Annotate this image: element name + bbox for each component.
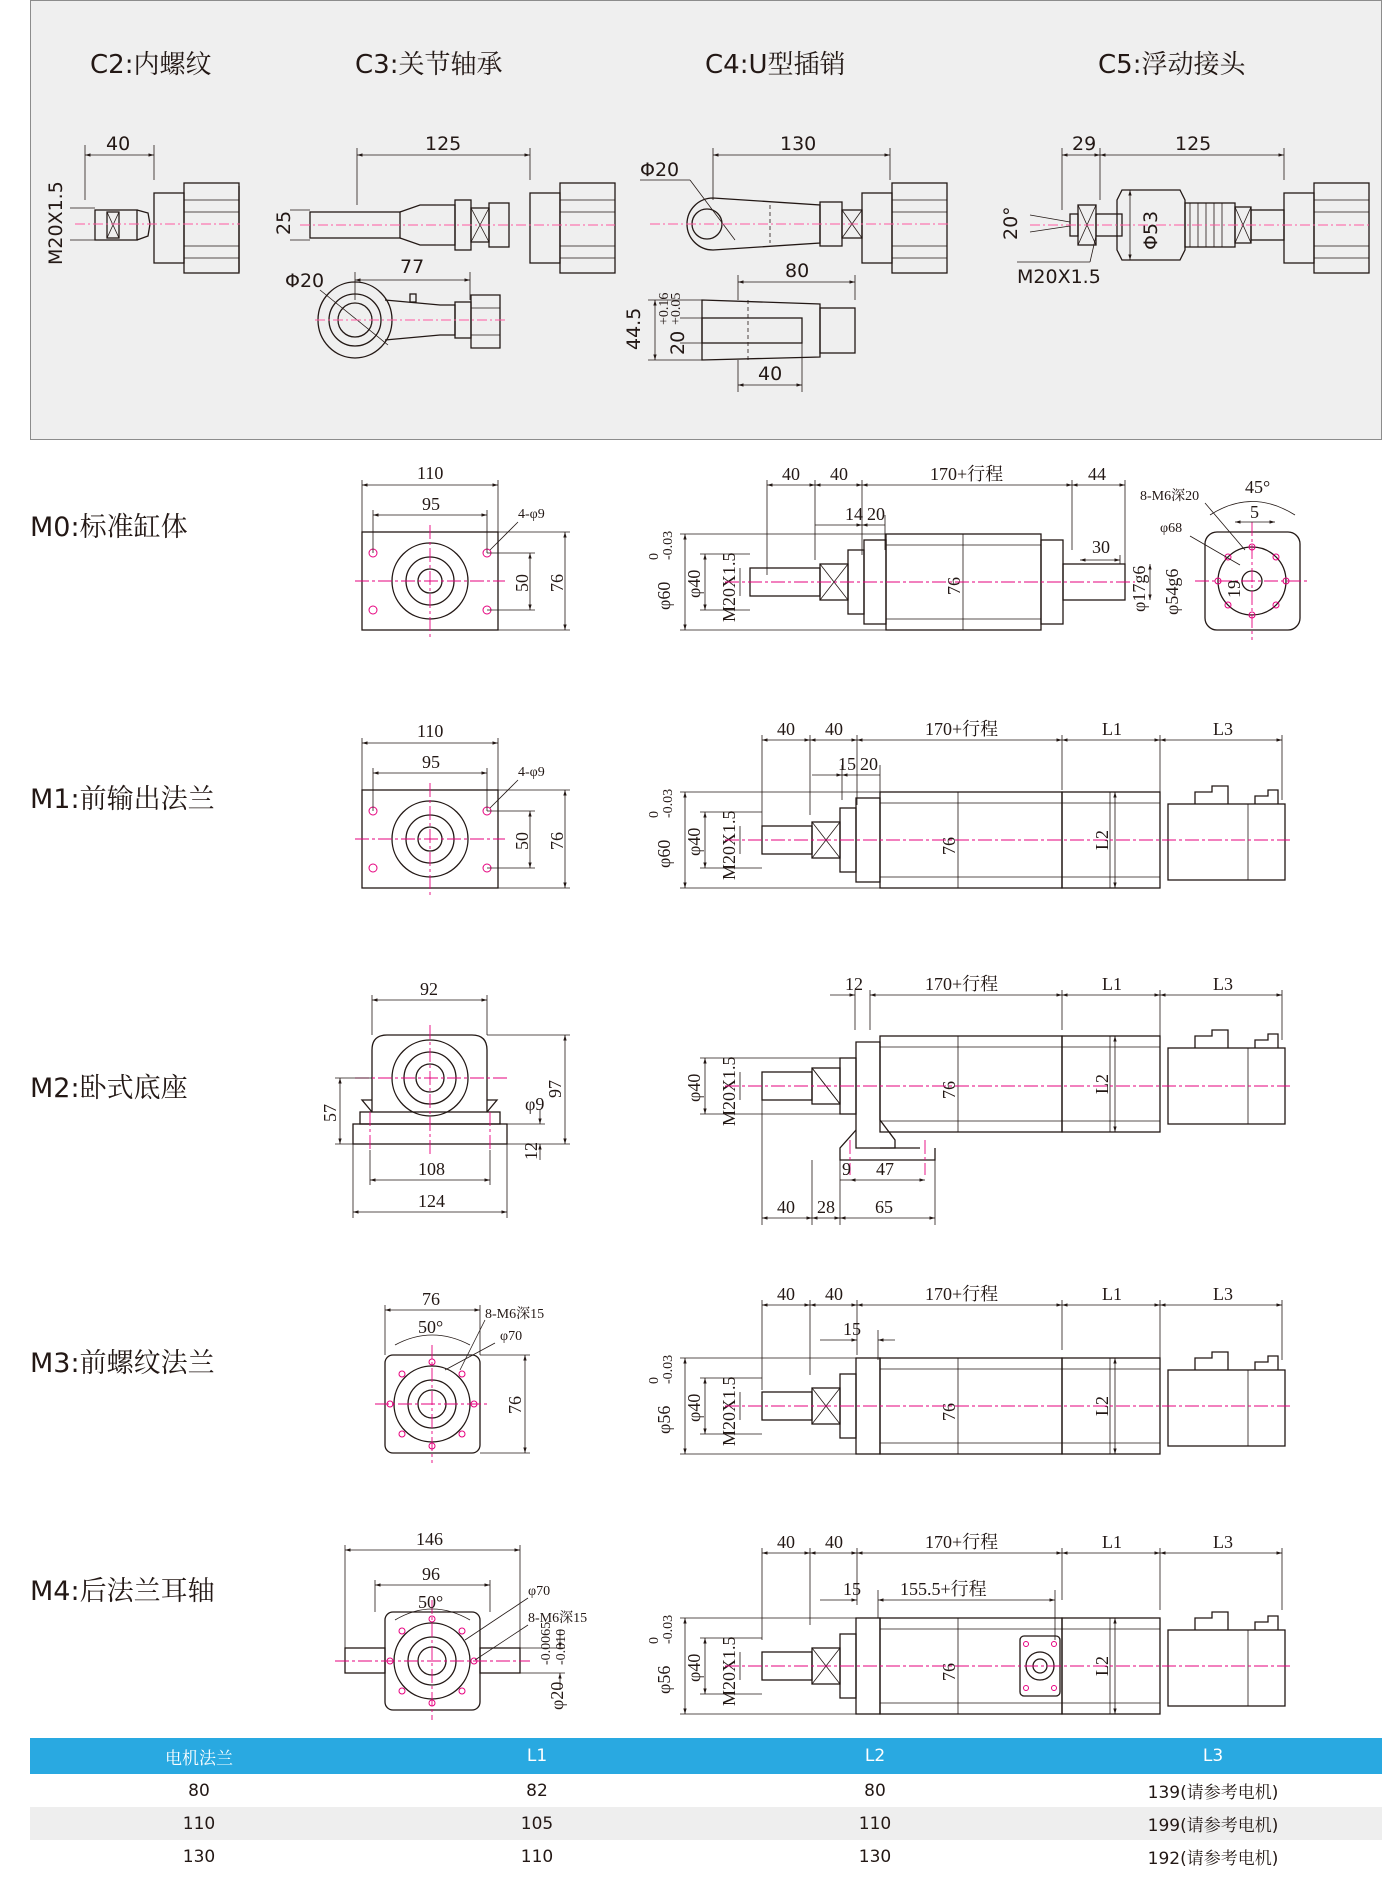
table-header-cell: 电机法兰 bbox=[30, 1738, 368, 1774]
c3-shank-dim: 25 bbox=[273, 210, 295, 235]
c5-angle-dim: 20° bbox=[1000, 206, 1022, 240]
m3-dim-d2: 40 bbox=[825, 1284, 843, 1304]
c3-drawing bbox=[273, 50, 615, 358]
m3-side-tap: 8-M6深15 bbox=[485, 1307, 545, 1322]
m2-dim-dia-rod: φ40 bbox=[684, 1073, 704, 1102]
m2-side-top-width: 92 bbox=[420, 979, 438, 999]
m1-dim-d2: 40 bbox=[825, 719, 843, 739]
m0-dim-body: 76 bbox=[944, 577, 964, 595]
table-cell: 130 bbox=[182, 1846, 216, 1867]
c3-title: C3:关节轴承 bbox=[355, 50, 503, 80]
m4-dim-d1: 40 bbox=[777, 1532, 795, 1552]
m0-dim-d2: 40 bbox=[830, 464, 848, 484]
m2-dim-l2: L2 bbox=[1092, 1074, 1112, 1094]
c4-width-dim: 44.5 bbox=[623, 307, 645, 350]
m2-dim-f3: 65 bbox=[875, 1197, 893, 1217]
m3-side-height: 76 bbox=[505, 1396, 525, 1414]
m4-dim-body: 76 bbox=[939, 1663, 959, 1681]
m2-side-base-width: 124 bbox=[418, 1191, 445, 1211]
m4-dim-l1: L1 bbox=[1102, 1532, 1122, 1552]
table-cell: 139(请参考电机) bbox=[1147, 1783, 1279, 1803]
c3-bore-dim: Φ20 bbox=[285, 270, 325, 292]
m2-dim-b2: 47 bbox=[876, 1159, 894, 1179]
table-cell: 192(请参考电机) bbox=[1147, 1849, 1279, 1869]
c4-slot-depth-dim: 40 bbox=[758, 363, 783, 385]
m1-dim-d4: 20 bbox=[860, 754, 878, 774]
c3-length-dim: 125 bbox=[425, 133, 462, 155]
c5-nut-dim: 29 bbox=[1072, 133, 1097, 155]
m2-dim-body: 76 bbox=[939, 1081, 959, 1099]
c4-drawing bbox=[623, 50, 950, 392]
m0-dim-shaft: 30 bbox=[1092, 537, 1110, 557]
m1-dim-l1: L1 bbox=[1102, 719, 1122, 739]
m1-drawing bbox=[30, 719, 1290, 895]
m4-drawing bbox=[30, 1529, 1290, 1720]
m0-side-inner-height: 50 bbox=[512, 574, 532, 592]
m4-side-width: 96 bbox=[422, 1564, 440, 1584]
table-cell: 199(请参考电机) bbox=[1044, 1807, 1382, 1840]
m0-dim-stroke: 170+行程 bbox=[930, 464, 1004, 484]
table-cell: 80 bbox=[864, 1780, 886, 1801]
m1-side-holes: 4-φ9 bbox=[518, 765, 545, 780]
m0-dim-d1: 40 bbox=[782, 464, 800, 484]
m4-side-pin: φ20 bbox=[547, 1681, 567, 1710]
m0-dim-dia-body: φ60 bbox=[654, 581, 674, 610]
m2-drawing bbox=[30, 974, 1290, 1225]
m0-end-pcd: φ68 bbox=[1160, 521, 1183, 536]
m3-label: M3:前螺纹法兰 bbox=[30, 1348, 215, 1379]
m0-dim-tol-b: -0.03 bbox=[661, 530, 676, 560]
m1-dim-tol-a: 0 bbox=[647, 811, 662, 818]
m0-end-angle: 45° bbox=[1245, 477, 1271, 497]
m3-dim-l2: L2 bbox=[1092, 1396, 1112, 1416]
c2-thread-dim: M20X1.5 bbox=[45, 181, 67, 265]
m4-dim-tol-a: 0 bbox=[647, 1637, 662, 1644]
m2-dim-f1: 40 bbox=[777, 1197, 795, 1217]
m3-dim-thread: M20X1.5 bbox=[719, 1376, 739, 1446]
m1-dim-dia-rod: φ40 bbox=[684, 827, 704, 856]
c4-slot-tol-up: +0.16 bbox=[657, 292, 672, 325]
m2-dim-d0: 12 bbox=[845, 974, 863, 994]
m0-dim-shaft-b: φ54g6 bbox=[1162, 568, 1182, 615]
table-cell: 82 bbox=[526, 1780, 548, 1801]
c5-dia-dim: Φ53 bbox=[1140, 210, 1162, 250]
m0-side-width: 110 bbox=[417, 463, 444, 483]
m3-side-angle: 50° bbox=[418, 1317, 444, 1337]
c2-title: C2:内螺纹 bbox=[90, 50, 212, 80]
m3-dim-dia-body: φ56 bbox=[654, 1405, 674, 1434]
c2-drawing bbox=[45, 50, 240, 273]
m4-side-pin-tol-a: -0.0065 bbox=[539, 1621, 554, 1665]
m1-dim-l2: L2 bbox=[1092, 830, 1112, 850]
m4-side-angle: 50° bbox=[418, 1592, 444, 1612]
table-header-cell: L1 bbox=[368, 1738, 706, 1774]
c4-pin-dim: Φ20 bbox=[640, 159, 680, 181]
m4-dim-d2: 40 bbox=[825, 1532, 843, 1552]
m4-side-pcd: φ70 bbox=[528, 1584, 551, 1599]
c4-slot-tol-low: +0.05 bbox=[669, 292, 684, 325]
m3-dim-l1: L1 bbox=[1102, 1284, 1122, 1304]
m1-dim-d3: 15 bbox=[838, 754, 856, 774]
m1-dim-stroke: 170+行程 bbox=[925, 719, 999, 739]
m0-dim-thread: M20X1.5 bbox=[719, 552, 739, 622]
m2-dim-thread: M20X1.5 bbox=[719, 1056, 739, 1126]
table-cell: 130 bbox=[858, 1846, 892, 1867]
m1-side-width: 110 bbox=[417, 721, 444, 741]
m0-dim-tail: 44 bbox=[1088, 464, 1106, 484]
c5-title: C5:浮动接头 bbox=[1098, 50, 1246, 80]
c3-eye-length-dim: 77 bbox=[400, 256, 425, 278]
m4-dim-thread: M20X1.5 bbox=[719, 1636, 739, 1706]
m1-dim-thread: M20X1.5 bbox=[719, 810, 739, 880]
m0-end-key-height: 19 bbox=[1224, 580, 1244, 598]
m4-dim-dia-rod: φ40 bbox=[684, 1653, 704, 1682]
c5-drawing bbox=[1000, 50, 1370, 288]
table-cell: 110 bbox=[706, 1807, 1044, 1840]
c5-length-dim: 125 bbox=[1175, 133, 1212, 155]
m3-dim-stroke: 170+行程 bbox=[925, 1284, 999, 1304]
table-header-cell: L2 bbox=[706, 1738, 1044, 1774]
m0-end-tap: 8-M6深20 bbox=[1140, 489, 1200, 504]
c5-thread-dim: M20X1.5 bbox=[1017, 266, 1101, 288]
table-cell: 80 bbox=[188, 1780, 210, 1801]
c4-title: C4:U型插销 bbox=[705, 50, 846, 80]
c2-length-dim: 40 bbox=[106, 133, 131, 155]
m3-dim-d1: 40 bbox=[777, 1284, 795, 1304]
m1-dim-tol-b: -0.03 bbox=[661, 788, 676, 818]
m0-dim-tol-a: 0 bbox=[647, 553, 662, 560]
m3-side-pcd: φ70 bbox=[500, 1329, 523, 1344]
m4-label: M4:后法兰耳轴 bbox=[30, 1576, 215, 1607]
m4-dim-dia-body: φ56 bbox=[654, 1665, 674, 1694]
m4-dim-d3: 15 bbox=[843, 1579, 861, 1599]
m0-end-key: 5 bbox=[1250, 502, 1259, 522]
table-row bbox=[30, 1807, 1382, 1840]
m1-side-height: 76 bbox=[547, 832, 567, 850]
table-cell: 110 bbox=[30, 1807, 368, 1840]
m4-side-pin-tol-b: -0.010 bbox=[554, 1628, 569, 1665]
m1-dim-d1: 40 bbox=[777, 719, 795, 739]
m3-dim-dia-rod: φ40 bbox=[684, 1393, 704, 1422]
m2-side-base-thickness: 12 bbox=[521, 1142, 541, 1160]
m0-side-holes-span: 95 bbox=[422, 494, 440, 514]
m1-label: M1:前输出法兰 bbox=[30, 784, 215, 815]
m3-dim-l3: L3 bbox=[1213, 1284, 1233, 1304]
c4-slot-dim: 20 bbox=[667, 330, 689, 355]
m2-dim-l1: L1 bbox=[1102, 974, 1122, 994]
m2-side-span: 108 bbox=[418, 1159, 445, 1179]
m0-dim-d3: 14 bbox=[845, 504, 863, 524]
table-header-cell: L3 bbox=[1044, 1738, 1382, 1774]
m2-dim-stroke: 170+行程 bbox=[925, 974, 999, 994]
m1-dim-l3: L3 bbox=[1213, 719, 1233, 739]
m4-dim-tol-b: -0.03 bbox=[661, 1614, 676, 1644]
m4-dim-l2: L2 bbox=[1092, 1656, 1112, 1676]
m1-dim-body: 76 bbox=[939, 837, 959, 855]
m1-dim-dia-body: φ60 bbox=[654, 839, 674, 868]
m0-dim-shaft-a: φ17g6 bbox=[1129, 565, 1149, 612]
m1-side-holes-span: 95 bbox=[422, 752, 440, 772]
m3-dim-tol-b: -0.03 bbox=[661, 1354, 676, 1384]
table-cell: 105 bbox=[368, 1807, 706, 1840]
m3-dim-d3: 15 bbox=[843, 1319, 861, 1339]
motor-flange-table bbox=[30, 1738, 1382, 1873]
m0-drawing bbox=[30, 463, 1310, 640]
c4-length-dim: 130 bbox=[780, 133, 817, 155]
m3-dim-body: 76 bbox=[939, 1403, 959, 1421]
m3-drawing bbox=[30, 1284, 1290, 1463]
m4-dim-stroke2: 155.5+行程 bbox=[900, 1579, 987, 1599]
m2-side-total-height: 97 bbox=[545, 1080, 565, 1098]
m0-dim-dia-rod: φ40 bbox=[684, 569, 704, 598]
m4-side-tap: 8-M6深15 bbox=[528, 1611, 588, 1626]
m2-dim-b1: 9 bbox=[842, 1159, 851, 1179]
m2-dim-f2: 28 bbox=[817, 1197, 835, 1217]
table-header-row bbox=[30, 1738, 1382, 1774]
table-cell: 110 bbox=[520, 1846, 554, 1867]
table-row bbox=[30, 1840, 1382, 1873]
m3-dim-tol-a: 0 bbox=[647, 1377, 662, 1384]
m3-side-width: 76 bbox=[422, 1289, 440, 1309]
m4-side-total-width: 146 bbox=[416, 1529, 443, 1549]
table-row bbox=[30, 1774, 1382, 1807]
m2-dim-l3: L3 bbox=[1213, 974, 1233, 994]
m2-side-center-height: 57 bbox=[320, 1104, 340, 1122]
c4-fork-length-dim: 80 bbox=[785, 260, 810, 282]
m1-side-inner-height: 50 bbox=[512, 832, 532, 850]
m4-dim-l3: L3 bbox=[1213, 1532, 1233, 1552]
m0-dim-d4: 20 bbox=[867, 504, 885, 524]
m0-side-holes: 4-φ9 bbox=[518, 507, 545, 522]
m4-dim-stroke: 170+行程 bbox=[925, 1532, 999, 1552]
m0-label: M0:标准缸体 bbox=[30, 512, 188, 543]
m2-label: M2:卧式底座 bbox=[30, 1073, 188, 1104]
m2-side-hole: φ9 bbox=[525, 1094, 545, 1114]
m0-side-height: 76 bbox=[547, 574, 567, 592]
